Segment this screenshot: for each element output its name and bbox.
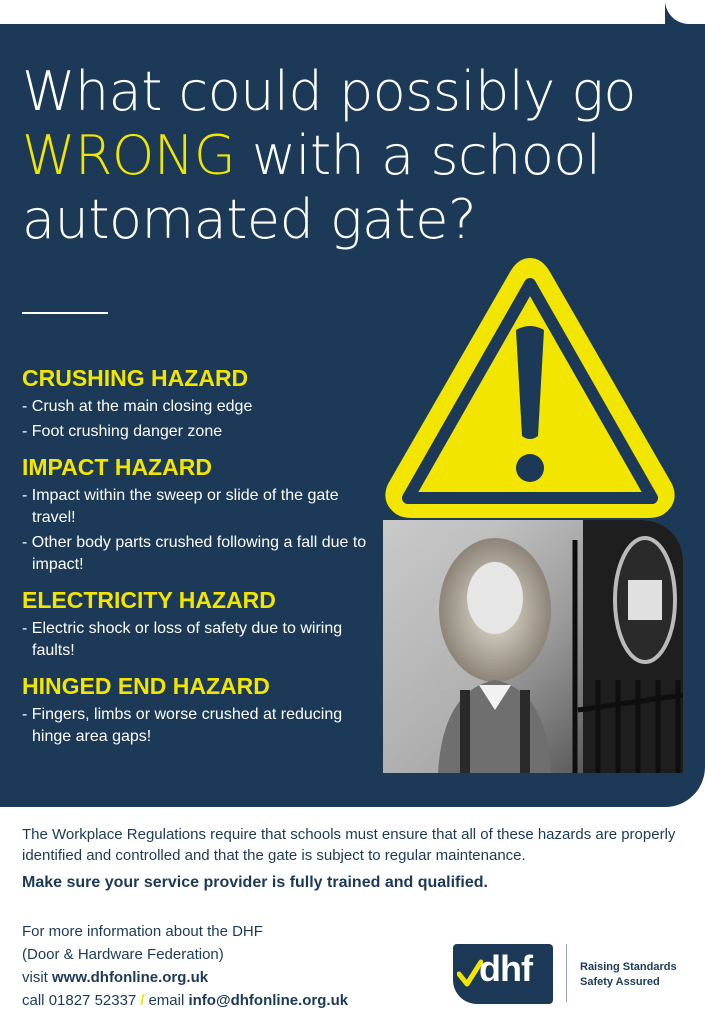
call-prefix: call [22,992,49,1009]
hazard-item: - Foot crushing danger zone [22,423,223,440]
hazard-title: CRUSHING HAZARD [22,365,249,391]
headline-line1: What could possibly go [22,60,636,123]
contact-website-line [22,966,442,989]
contact-phone-line [22,989,442,1012]
tagline-line2: Safety Assured [580,976,660,988]
logo-tagline [580,960,700,990]
hazard-item: - Other body parts crushed following a fall due to impact! [22,534,367,573]
corner-curve [665,0,705,24]
logo-text: dhf [479,948,532,989]
hazard-crushing [22,364,372,443]
contact-line1: For more information about the DHF [22,923,263,940]
website-link[interactable]: www.dhfonline.org.uk [52,969,209,986]
headline-line2: with a school [235,124,601,187]
email-link[interactable]: info@dhfonline.org.uk [188,992,349,1009]
logo-divider [566,944,567,1002]
warning-triangle-icon [380,252,680,524]
hazard-item: - Electric shock or loss of safety due to wiring faults! [22,620,343,659]
schoolgirl-photo [383,520,683,773]
headline-accent: WRONG [22,124,236,187]
tagline-line1: Raising Standards [580,961,677,973]
hazard-list [22,364,372,758]
service-provider-notice: Make sure your service provider is fully trained and qualified. [22,874,488,891]
separator: / [140,992,145,1009]
hazard-title: HINGED END HAZARD [22,673,270,699]
regulations-text: The Workplace Regulations require that schools must ensure that all of these hazards are properly identified and controlled and that the gate is subject to regular maintenance. [22,826,676,864]
hazard-title: IMPACT HAZARD [22,454,212,480]
contact-line2: (Door & Hardware Federation) [22,946,224,963]
visit-prefix: visit [22,969,52,986]
hazard-item: - Fingers, limbs or worse crushed at reducing hinge area gaps! [22,706,343,745]
headline-line3: automated gate? [22,188,477,251]
hazard-hinged-end [22,672,372,748]
hazard-item: - Crush at the main closing edge [22,398,253,415]
hazard-title: ELECTRICITY HAZARD [22,587,276,613]
divider-rule [22,312,108,314]
phone-number[interactable]: 01827 52337 [48,992,137,1009]
headline [22,60,682,252]
hazard-electricity [22,586,372,662]
email-prefix: email [148,992,189,1009]
dhf-logo [453,944,553,1004]
hazard-item: - Impact within the sweep or slide of the gate travel! [22,487,339,526]
hazard-impact [22,453,372,576]
contact-block [22,920,442,1012]
